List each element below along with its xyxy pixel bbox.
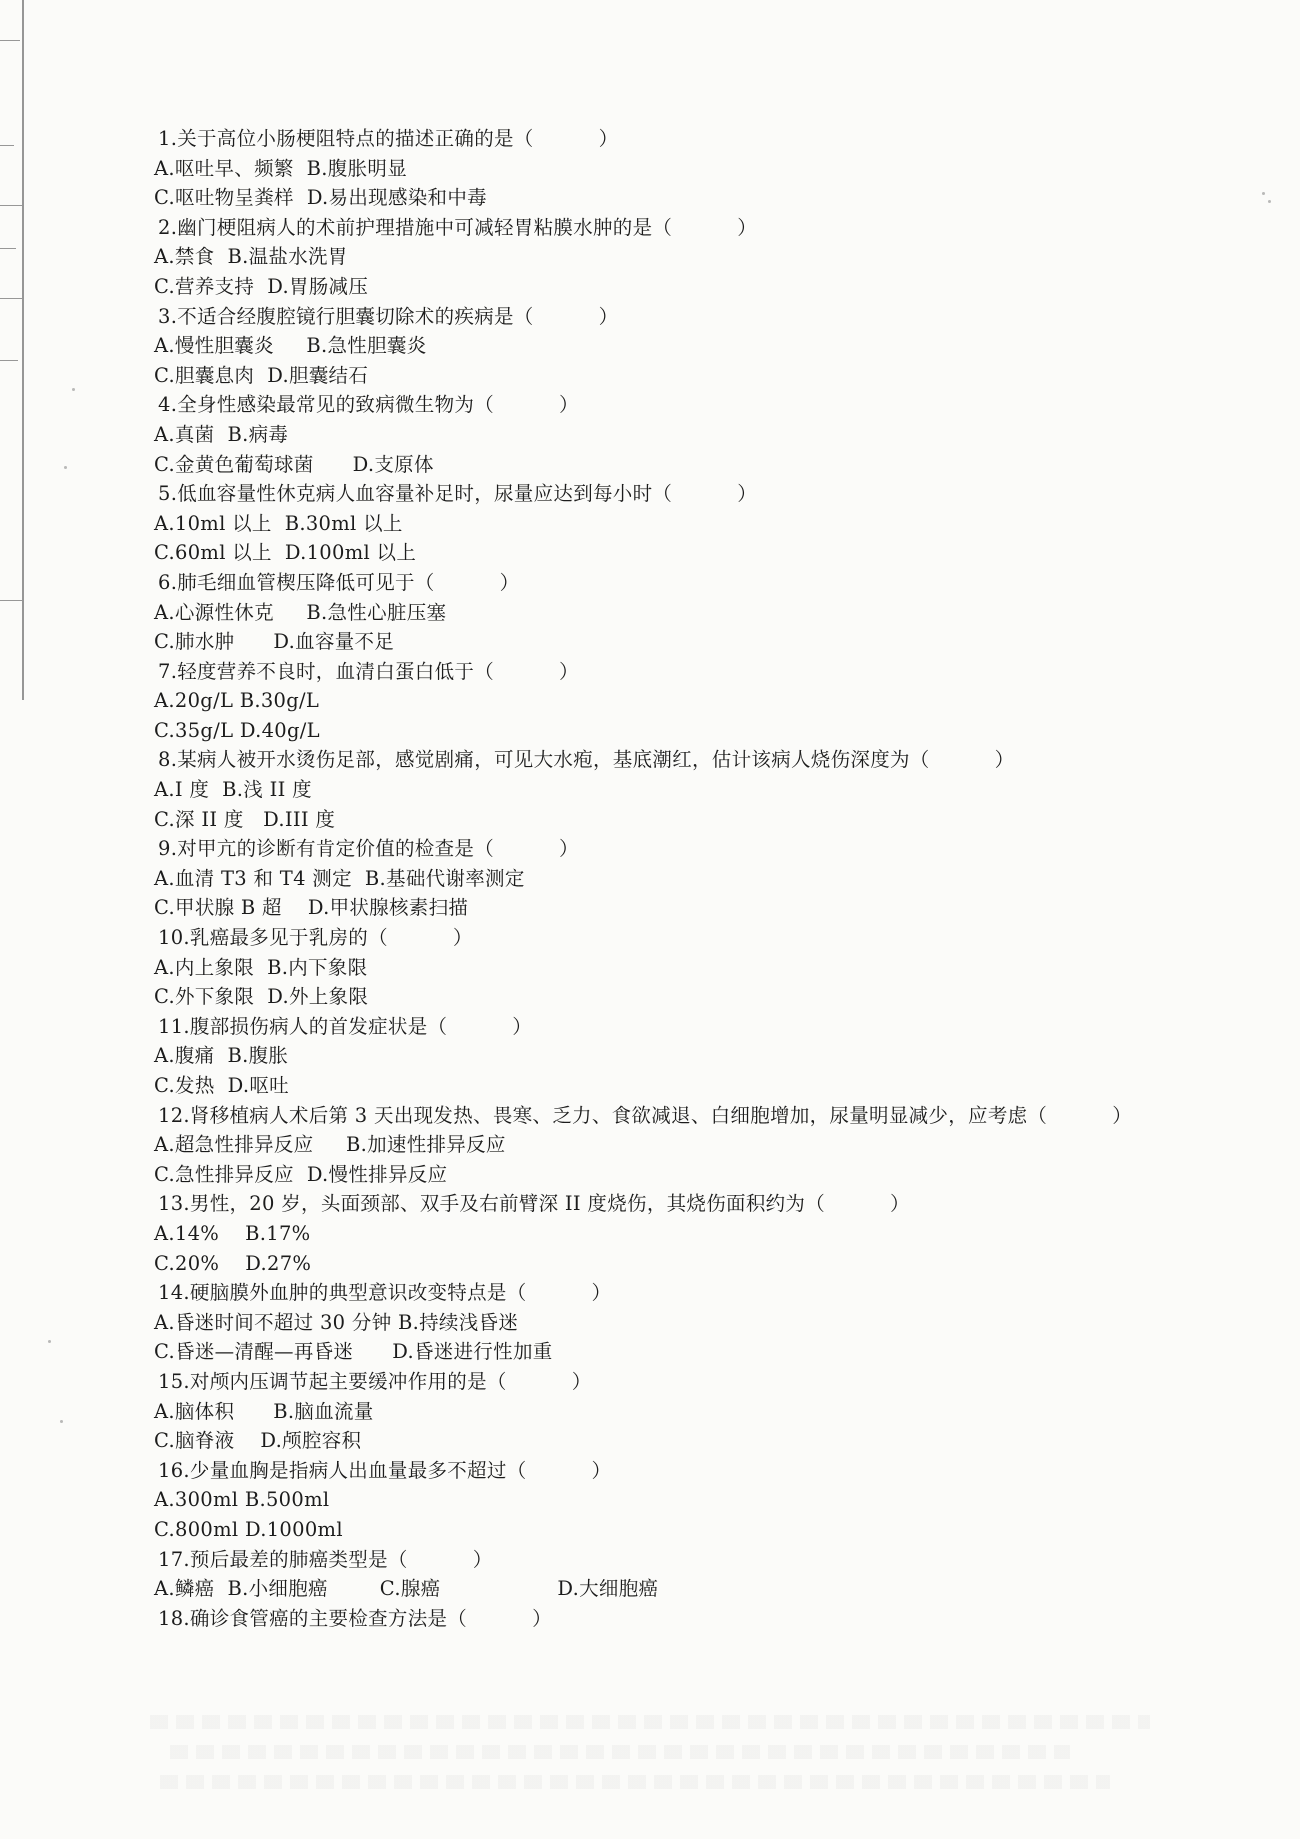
question-list bbox=[150, 124, 1210, 1633]
question-stem: 2.幽门梗阻病人的术前护理措施中可减轻胃粘膜水肿的是（ ） bbox=[158, 215, 757, 239]
question-item bbox=[150, 1101, 1210, 1190]
question-stem: 6.肺毛细血管楔压降低可见于（ ） bbox=[158, 570, 520, 594]
binding-edge bbox=[22, 0, 24, 700]
question-options: A.10ml 以上 B.30ml 以上 bbox=[154, 511, 403, 535]
question-options: C.脑脊液 D.颅腔容积 bbox=[154, 1429, 362, 1453]
question-stem: 12.肾移植病人术后第 3 天出现发热、畏寒、乏力、食欲减退、白细胞增加，尿量明显减少，应考虑（ ） bbox=[158, 1103, 1132, 1127]
question-stem: 5.低血容量性休克病人血容量补足时，尿量应达到每小时（ ） bbox=[158, 482, 757, 506]
binding-tick bbox=[0, 360, 18, 361]
question-stem: 4.全身性感染最常见的致病微生物为（ ） bbox=[158, 393, 579, 417]
question-item bbox=[150, 302, 1210, 391]
question-item bbox=[150, 1604, 1210, 1634]
question-stem: 10.乳癌最多见于乳房的（ ） bbox=[158, 926, 473, 950]
question-options: C.甲状腺 B 超 D.甲状腺核素扫描 bbox=[154, 896, 469, 920]
scan-speck bbox=[64, 466, 67, 469]
question-stem: 11.腹部损伤病人的首发症状是（ ） bbox=[158, 1014, 533, 1038]
question-options: C.肺水肿 D.血容量不足 bbox=[154, 630, 395, 654]
question-item bbox=[150, 657, 1210, 746]
question-options: C.800ml D.1000ml bbox=[154, 1517, 343, 1541]
question-item bbox=[150, 923, 1210, 1012]
bleed-through bbox=[170, 1745, 1070, 1759]
bleed-through bbox=[150, 1715, 1150, 1729]
question-options: A.20g/L B.30g/L bbox=[154, 689, 320, 713]
binding-tick bbox=[0, 248, 16, 249]
question-options: A.腹痛 B.腹胀 bbox=[154, 1044, 289, 1068]
binding-tick bbox=[0, 145, 14, 146]
scan-speck bbox=[72, 388, 75, 391]
question-options: C.营养支持 D.胃肠减压 bbox=[154, 274, 369, 298]
question-item bbox=[150, 1456, 1210, 1545]
question-stem: 1.关于高位小肠梗阻特点的描述正确的是（ ） bbox=[158, 127, 619, 150]
question-options: C.20% D.27% bbox=[154, 1251, 312, 1275]
question-item bbox=[150, 1545, 1210, 1604]
scan-speck bbox=[1268, 200, 1271, 203]
question-item bbox=[150, 745, 1210, 834]
question-options: A.超急性排异反应 B.加速性排异反应 bbox=[154, 1133, 506, 1157]
question-item bbox=[150, 1278, 1210, 1367]
question-options: A.慢性胆囊炎 B.急性胆囊炎 bbox=[154, 334, 427, 358]
question-item bbox=[150, 1367, 1210, 1456]
binding-tick bbox=[0, 40, 20, 41]
question-stem: 8.某病人被开水烫伤足部，感觉剧痛，可见大水疱，基底潮红，估计该病人烧伤深度为（ ） bbox=[158, 748, 1015, 772]
question-options: A.禁食 B.温盐水洗胃 bbox=[154, 245, 348, 269]
question-options: A.内上象限 B.内下象限 bbox=[154, 955, 368, 979]
question-options: C.35g/L D.40g/L bbox=[154, 718, 320, 742]
binding-tick bbox=[0, 205, 22, 206]
question-item bbox=[150, 213, 1210, 302]
question-options: C.发热 D.呕吐 bbox=[154, 1074, 289, 1097]
question-options: A.300ml B.500ml bbox=[154, 1488, 330, 1512]
question-stem: 18.确诊食管癌的主要检查方法是（ ） bbox=[158, 1606, 552, 1630]
bleed-through bbox=[160, 1775, 1110, 1789]
question-item bbox=[150, 1189, 1210, 1278]
question-options: A.呕吐早、频繁 B.腹胀明显 bbox=[154, 156, 408, 180]
question-options: C.深 II 度 D.III 度 bbox=[154, 807, 336, 831]
question-options: A.14% B.17% bbox=[154, 1221, 311, 1245]
question-stem: 7.轻度营养不良时，血清白蛋白低于（ ） bbox=[158, 659, 579, 683]
question-stem: 9.对甲亢的诊断有肯定价值的检查是（ ） bbox=[158, 837, 579, 861]
question-stem: 3.不适合经腹腔镜行胆囊切除术的疾病是（ ） bbox=[158, 304, 619, 328]
question-item bbox=[150, 390, 1210, 479]
question-stem: 17.预后最差的肺癌类型是（ ） bbox=[158, 1547, 493, 1571]
question-options: A.心源性休克 B.急性心脏压塞 bbox=[154, 600, 447, 624]
question-item bbox=[150, 124, 1210, 213]
question-options: C.外下象限 D.外上象限 bbox=[154, 985, 369, 1009]
scan-speck bbox=[60, 1420, 63, 1423]
question-options: C.呕吐物呈粪样 D.易出现感染和中毒 bbox=[154, 186, 487, 210]
scan-speck bbox=[48, 1340, 51, 1343]
question-item bbox=[150, 568, 1210, 657]
question-stem: 15.对颅内压调节起主要缓冲作用的是（ ） bbox=[158, 1369, 592, 1393]
question-options: C.急性排异反应 D.慢性排异反应 bbox=[154, 1162, 448, 1186]
question-options: C.胆囊息肉 D.胆囊结石 bbox=[154, 363, 369, 387]
question-options: C.60ml 以上 D.100ml 以上 bbox=[154, 541, 417, 565]
question-options: A.昏迷时间不超过 30 分钟 B.持续浅昏迷 bbox=[154, 1310, 519, 1334]
scan-speck bbox=[1262, 192, 1265, 195]
question-options: A.鳞癌 B.小细胞癌 C.腺癌 D.大细胞癌 bbox=[154, 1577, 659, 1601]
question-stem: 14.硬脑膜外血肿的典型意识改变特点是（ ） bbox=[158, 1281, 612, 1305]
question-stem: 16.少量血胸是指病人出血量最多不超过（ ） bbox=[158, 1458, 612, 1482]
question-item bbox=[150, 1012, 1210, 1101]
binding-tick bbox=[0, 600, 22, 601]
question-options: A.血清 T3 和 T4 测定 B.基础代谢率测定 bbox=[154, 866, 525, 890]
question-item bbox=[150, 479, 1210, 568]
question-stem: 13.男性，20 岁，头面颈部、双手及右前臂深 II 度烧伤，其烧伤面积约为（ ） bbox=[158, 1192, 910, 1216]
question-item bbox=[150, 834, 1210, 923]
question-options: A.真菌 B.病毒 bbox=[154, 422, 289, 446]
question-options: C.金黄色葡萄球菌 D.支原体 bbox=[154, 452, 434, 476]
binding-tick bbox=[0, 298, 22, 299]
question-options: A.I 度 B.浅 II 度 bbox=[154, 778, 312, 802]
question-options: C.昏迷—清醒—再昏迷 D.昏迷进行性加重 bbox=[154, 1340, 553, 1364]
question-options: A.脑体积 B.脑血流量 bbox=[154, 1399, 374, 1423]
